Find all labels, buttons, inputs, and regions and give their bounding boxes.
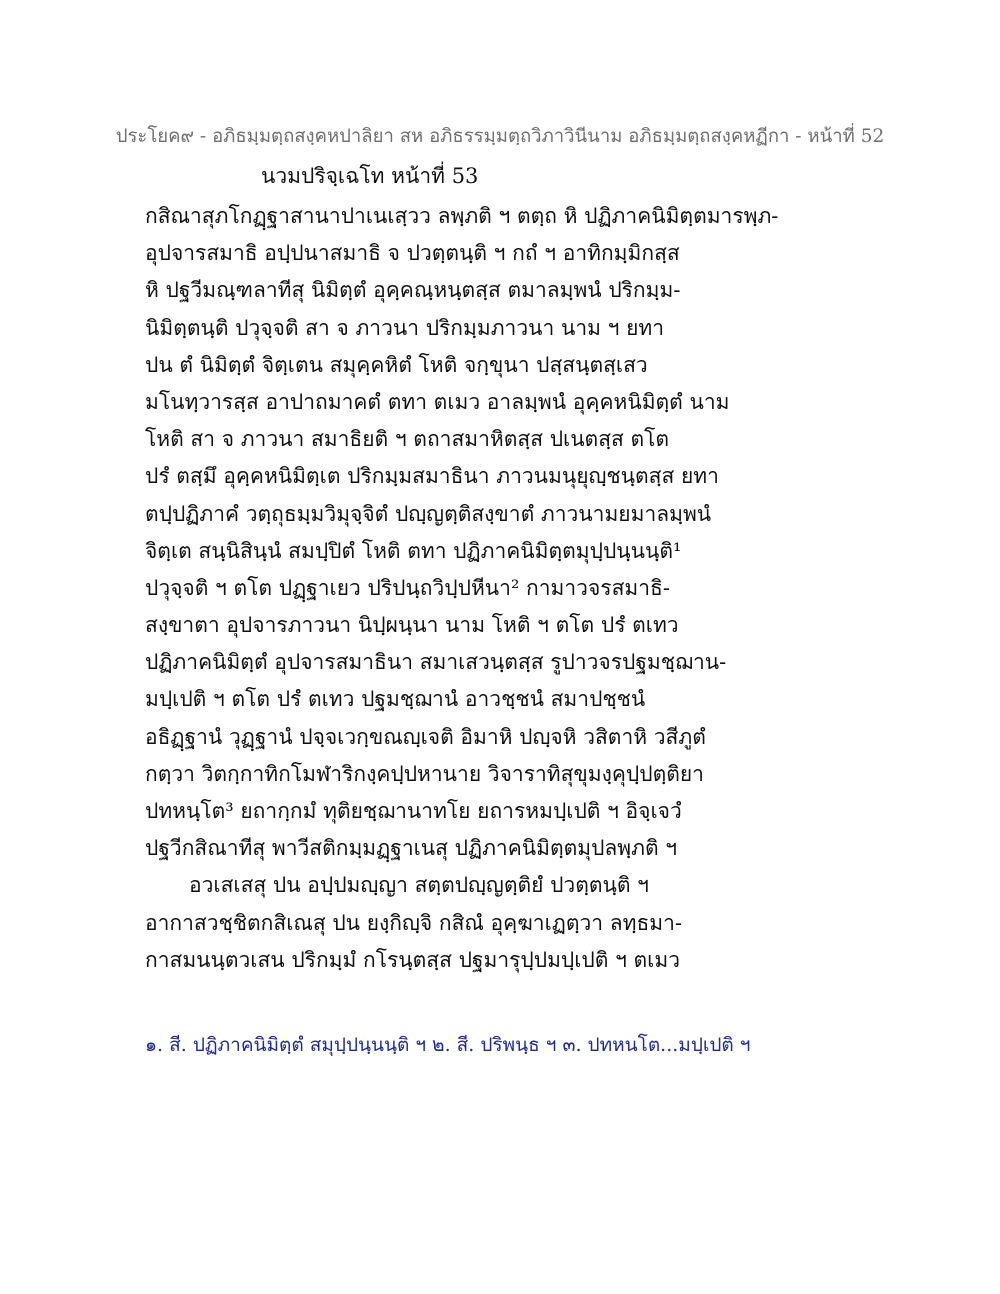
- body-text: [145, 198, 845, 979]
- text-line: ปฐวีกสิณาทีสุ พาวีสติกมฺมฏฺฐาเนสุ ปฏิภาคนิมิตฺตมุปลพฺภติ ฯ: [145, 836, 678, 861]
- text-line: ปรํ ตสฺมึ อุคฺคหนิมิตฺเต ปริกมฺมสมาธินา ภาวนมนุยุญฺชนฺตสฺส ยทา: [145, 464, 719, 489]
- text-line: โหติ สา จ ภาวนา สมาธิยติ ฯ ตถาสมาหิตสฺส ปเนตสฺส ตโต: [145, 427, 670, 452]
- text-line: หิ ปฐวีมณฺฑลาทีสุ นิมิตฺตํ อุคฺคณฺหนฺตสฺส ตมาลมฺพนํ ปริกมฺม-: [145, 278, 681, 303]
- text-line: ปฏิภาคนิมิตฺตํ อุปจารสมาธินา สมาเสวนฺตสฺส รูปาวจรปฐมชฺฌาน-: [145, 650, 727, 675]
- chapter-heading: นวมปริจฺเฉโท หน้าที่ 53: [261, 164, 479, 188]
- text-line: ปวุจฺจติ ฯ ตโต ปฏฺฐาเยว ปริปนฺถวิปฺปหีนา² กามาวจรสมาธิ-: [145, 575, 670, 600]
- footnotes: ๑. สี. ปฏิภาคนิมิตฺตํ สมุปฺปนฺนนฺติ ฯ ๒. สี. ปริพนฺธ ฯ ๓. ปทหนโต...มปฺเปติ ฯ: [145, 1034, 751, 1056]
- text-line: ตปฺปฏิภาคํ วตฺถุธมฺมวิมุจฺจิตํ ปญฺญตฺติสงฺขาตํ ภาวนามยมาลมฺพนํ: [145, 501, 712, 526]
- text-line: กตฺวา วิตกฺกาทิกโมฬาริกงฺคปฺปหานาย วิจาราทิสุขุมงฺคุปฺปตฺติยา: [145, 761, 704, 786]
- text-line: ปน ตํ นิมิตฺตํ จิตฺเตน สมุคฺคหิตํ โหติ จกฺขุนา ปสฺสนฺตสฺเสว: [145, 352, 648, 377]
- text-line: อธิฏฺฐานํ วุฏฺฐานํ ปจฺจเวกฺขณญฺเจติ อิมาหิ ปญฺจหิ วสิตาหิ วสีภูตํ: [145, 724, 706, 749]
- text-line: มปฺเปติ ฯ ตโต ปรํ ตเทว ปฐมชฺฌานํ อาวชฺชนํ สมาปชฺชนํ: [145, 687, 646, 712]
- text-line: มโนทฺวารสฺส อาปาถมาคตํ ตทา ตเมว อาลมฺพนํ อุคฺคหนิมิตฺตํ นาม: [145, 389, 730, 414]
- text-line: กสิณาสุภโกฏฺฐาสานาปาเนเสฺวว ลพฺภติ ฯ ตตฺถ หิ ปฏิภาคนิมิตฺตมารพฺภ-: [145, 204, 779, 228]
- text-line: กาสมนนฺตวเสน ปริกมฺมํ กโรนฺตสฺส ปฐมารุปฺปมปฺเปติ ฯ ตเมว: [145, 947, 680, 972]
- text-line: จิตฺเต สนฺนิสินฺนํ สมปฺปิตํ โหติ ตทา ปฏิภาคนิมิตฺตมุปฺปนฺนนฺติ¹: [145, 538, 682, 563]
- text-line: อุปจารสมาธิ อปฺปนาสมาธิ จ ปวตฺตนฺติ ฯ กถํ ฯ อาทิกมฺมิกสฺส: [145, 241, 680, 266]
- running-header: ประโยค๙ - อภิธมฺมตฺถสงฺคหปาลิยา สห อภิธรรมฺมตฺถวิภาวินีนาม อภิธมฺมตฺถสงฺคหฏีกา - หน้าที่ 52: [115, 126, 885, 147]
- paragraph-start-line: อวเสเสสุ ปน อปฺปมญฺญา สตฺตปญฺญตฺติยํ ปวตฺตนฺติ ฯ: [189, 873, 649, 898]
- text-line: สงฺขาตา อุปจารภาวนา นิปฺผนฺนา นาม โหติ ฯ ตโต ปรํ ตเทว: [145, 613, 679, 638]
- text-line: ปทหนฺโต³ ยถากฺกมํ ทุติยชฺฌานาทโย ยถารหมปฺเปติ ฯ อิจฺเจวํ: [145, 799, 682, 823]
- text-line: นิมิตฺตนฺติ ปวุจฺจติ สา จ ภาวนา ปริกมฺมภาวนา นาม ฯ ยทา: [145, 315, 665, 340]
- text-line: อากาสวชฺชิตกสิเณสุ ปน ยงฺกิญฺจิ กสิณํ อุคฺฆาเฏตฺวา ลทฺธมา-: [145, 910, 683, 935]
